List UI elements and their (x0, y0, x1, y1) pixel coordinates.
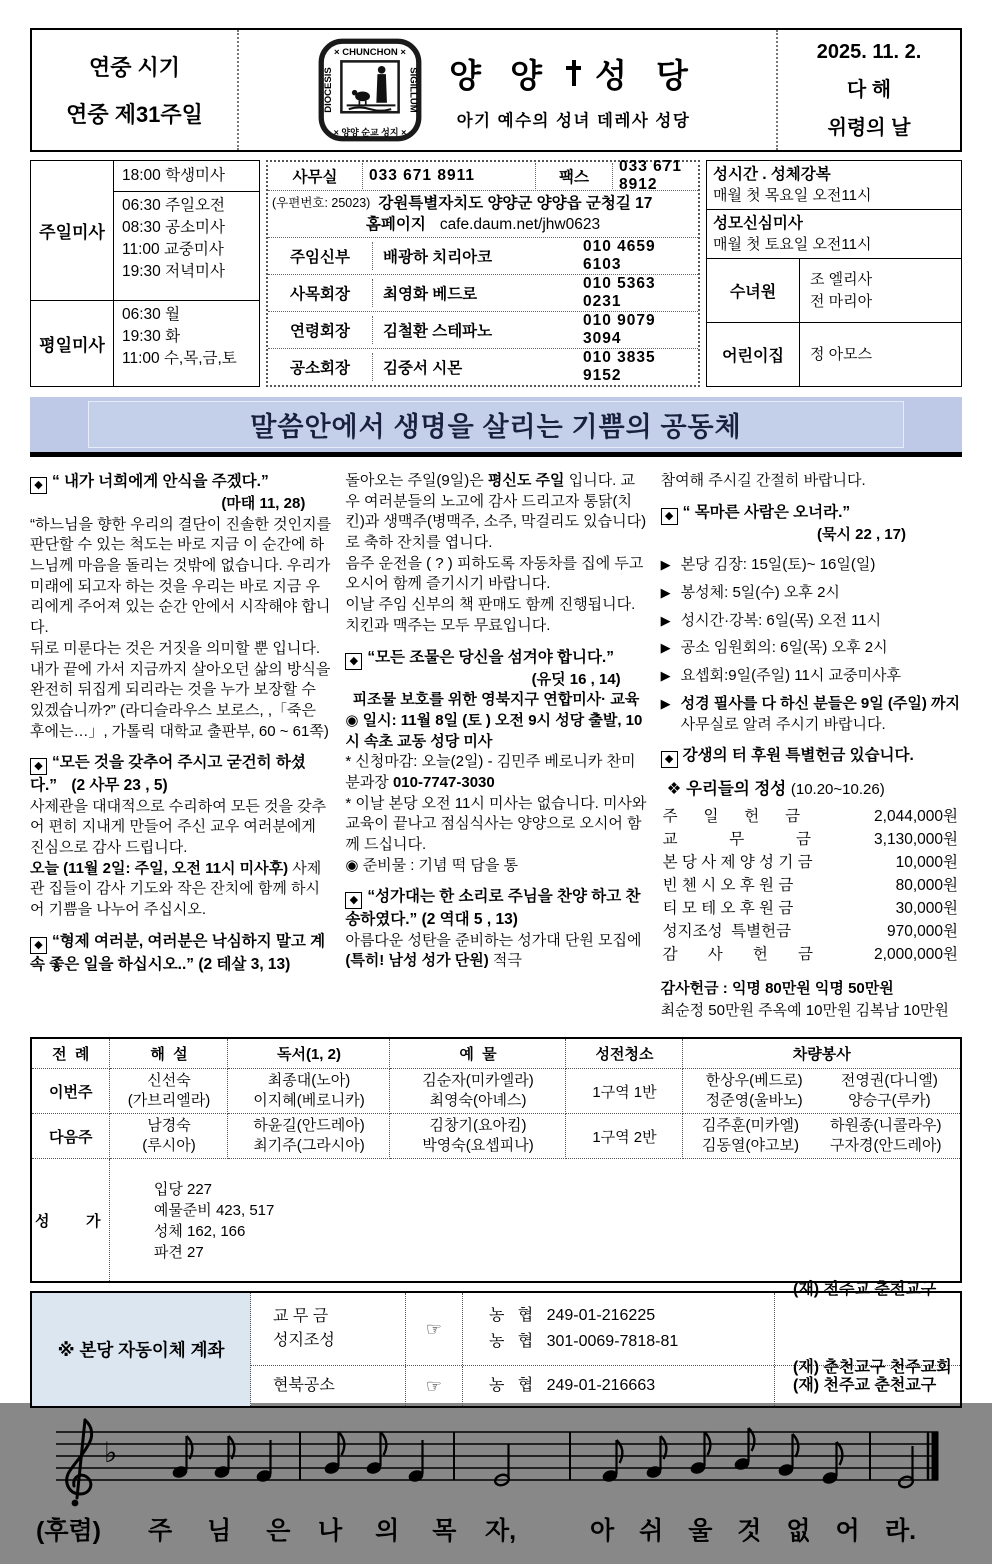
holy-hour-row (707, 161, 961, 210)
title-left: 양 양 (449, 56, 552, 94)
mass-time: 11:00 교중미사 (122, 241, 224, 258)
logo-text-top: × CHUNCHON × (334, 47, 407, 59)
mass-time: 06:30 주일오전 (122, 197, 225, 214)
section-rest-quote (30, 471, 331, 742)
offerings-title: ❖ 우리들의 정성 (666, 780, 787, 799)
convent-row (707, 259, 961, 323)
holy-hour-title: 성시간 . 성체강복 (713, 166, 831, 183)
list-item: ▶ 공소 임원회의: 6일(목) 오후 2시 (661, 638, 962, 659)
bulletin-date: 2025. 11. 2. (816, 40, 922, 63)
announcement-list (661, 555, 962, 735)
weekday-mass-times (114, 301, 259, 387)
section-choir-recruit: ◆“성가대는 한 소리로 주님을 찬양 하고 찬송하였다.” (2 역대 5 , 13) 아름다운 성탄을 준비하는 성가대 단원 모집에 (특히! 남성 성가 단원) 적극 (345, 886, 646, 972)
pointing-hand-icon (406, 1293, 463, 1365)
marian-mass-title: 성모신심미사 (713, 215, 803, 232)
hymn-entry: 예물준비 423, 517 (153, 1202, 275, 1219)
person-row (268, 275, 698, 312)
thanks-offering: 감사헌금 : 익명 80만원 익명 50만원 최순정 50만원 주옥예 10만원 김복남 10만원 (660, 979, 949, 1019)
logo-text-bottom: × 양양 순교 성지 × (333, 127, 407, 138)
church-subtitle: 아기 예수의 성녀 데레사 성당 (456, 111, 691, 130)
col-readings: 독서(1, 2) (228, 1038, 390, 1069)
person-phone: 010 5363 0231 (583, 275, 656, 310)
church-title (449, 50, 698, 97)
lyric-refrain-label: (후렴) (36, 1517, 101, 1545)
section-creation-mass: ◆“모든 조물은 당신을 섬겨야 합니다.” (유딧 16 , 14) 피조물 보호를 위한 영북지구 연합미사· 교육 ◉ 일시: 11월 8일 (토 ) 오전 9시 성당 출발, 10시 속초 교동 성당 미사 * 신청마감: 오늘(2일) - 김민주 베로니카 찬미분과장 010-7747-3030 * 이날 본당 오전 11시 미사는 없습니다. 미사와 교육이 끝나고 점심식사는 양양으로 오시어 함께 드십니다. ◉ 준비물 : 기념 떡 담을 통 (345, 647, 646, 877)
triangle-bullet-icon (661, 694, 681, 735)
mass-time: 19:30 화 (122, 327, 181, 345)
paragraph: “하느님을 향한 우리의 결단이 진솔한 것인지를 판단할 수 있는 척도는 바로 지금 이 순간에 하느님께 마음을 돌리는 것밖에 없습니다. 우리가 미래에 되고자 하는 것을 우리는 바로 지금 우리에게 주어져 있는 순간 안에서 시작해야 합니다. (30, 515, 332, 637)
quote-text: “ 목마른 사람은 오너라.” (682, 503, 851, 521)
diamond-bullet-icon (661, 508, 678, 525)
quote-ref: (2 역대 5 , 13) (421, 911, 518, 929)
offering-row: 감 사 헌 금 2,000,000원 (662, 945, 958, 963)
quote-ref: (마태 11, 28) (221, 495, 306, 512)
music-staff (30, 1414, 962, 1509)
diamond-bullet-icon (345, 892, 362, 909)
season-line1: 연중 시기 (88, 55, 181, 80)
lyric: 아 쉬 울 것 없 어 (590, 1517, 869, 1545)
contact-table (266, 160, 700, 387)
year-cycle: 다 해 (846, 78, 892, 101)
fax-label: 팩스 (535, 163, 613, 189)
header-center (239, 30, 776, 150)
bank-table-label: ※ 본당 자동이체 계좌 (32, 1293, 251, 1406)
emphasis: 오늘 (11월 2일: 주일, 오전 11시 미사후) (30, 859, 289, 877)
date-block (776, 30, 960, 150)
mass-time: 08:30 공소미사 (122, 219, 225, 236)
shepherd-and-sheep-figure (347, 66, 396, 111)
address: 강원특별자치도 양양군 양양읍 군청길 17 (378, 195, 653, 212)
person-name: 김중서 시몬 (383, 360, 463, 377)
event-title: 피조물 보호를 위한 영북지구 연합미사· 교육 (352, 691, 640, 709)
hymn-entry: 파견 27 (153, 1244, 204, 1261)
feast-day: 위령의 날 (827, 116, 911, 139)
bank-row: 현북공소 ☞ 농 협 249-01-216663 (재) 천주교 춘천교구 (251, 1366, 960, 1406)
logo-text-right: SIGILLUM (407, 67, 419, 113)
lyric: 자, (485, 1517, 517, 1545)
person-role: 사목회장 (268, 279, 373, 307)
church-title-block (449, 50, 698, 131)
offering-row: 티 모 테 오 후 원 금 30,000원 (662, 899, 958, 917)
convent-sister: 조 엘리사 (810, 270, 873, 288)
diamond-bullet-icon (30, 758, 47, 775)
mass-schedule-table (30, 160, 260, 387)
section-lay-sunday: 돌아오는 주일(9일)은 평신도 주일 입니다. 교우 여러분들의 노고에 감사 드리고자 통닭(치킨)과 생맥주(병맥주, 소주, 막걸리도 있습니다)로 축하 잔치를 엽니다. 음주 운전을 ( ? ) 피하도록 자동차를 집에 두고 오시어 함께 즐기시기 바랍니다. 이날 주임 신부의 책 판매도 함께 진행됩니다. 치킨과 맥주는 모두 무료입니다. (345, 471, 646, 637)
diamond-bullet-icon (30, 937, 47, 954)
convent-label: 수녀원 (707, 259, 800, 322)
logo-text-left: DIOCESIS (322, 67, 334, 113)
paragraph: * 이날 본당 오전 11시 미사는 없습니다. 미사와 교육이 끝나고 점심식사는 양양으로 오시어 함께 드십니다. (345, 794, 647, 853)
triangle-bullet-icon (661, 583, 681, 604)
hymn-refrain-staff (30, 1414, 962, 1564)
account-number: 농 협 249-01-216225 (489, 1307, 656, 1324)
sunday-mass-times (114, 192, 259, 300)
quote-ref: (묵시 22 , 17) (816, 525, 906, 543)
quote-text: “ 내가 너희에게 안식을 주겠다.” (52, 473, 269, 490)
mass-time: 19:30 저녁미사 (122, 263, 225, 280)
person-role: 연령회장 (268, 316, 373, 344)
quote-text: “모든 것을 갖추어 주시고 굳건히 하셨다.” (30, 754, 306, 795)
table-row: 이번주 신선숙 (가브리엘라) 최종대(노아) 이지혜(베로니카) 김순자(미카엘라) 최영숙(아녜스) 1구역 1반 한상우(베드로) 정준영(울바노) 전영권(다니엘) 양승구(루카) (31, 1069, 961, 1114)
holy-hour-time: 매월 첫 목요일 오전11시 (713, 187, 872, 204)
bank-accounts-table (30, 1281, 962, 1408)
season-line2: 연중 제31주일 (66, 102, 203, 127)
triangle-bullet-icon (661, 611, 681, 632)
weekday-mass-label: 평일미사 (31, 301, 114, 387)
body-columns (30, 471, 962, 1031)
account-number: 농 협 249-01-216663 (489, 1377, 656, 1394)
services-table (706, 160, 962, 387)
col-gifts: 예 물 (390, 1038, 566, 1069)
quote-ref: (2 사무 23 , 5) (71, 777, 168, 795)
person-row (268, 238, 698, 275)
quote-text: “모든 조물은 당신을 섬겨야 합니다.” (367, 648, 614, 666)
flat-sign: ♭ (104, 1437, 118, 1468)
account-holder: (재) 춘천교구 천주교회 (793, 1359, 952, 1376)
col-liturgy: 전 례 (31, 1038, 110, 1069)
triangle-bullet-icon (661, 638, 681, 659)
weekday-mass-section (31, 301, 259, 387)
paragraph: 뒤로 미룬다는 것은 거짓을 의미할 뿐 입니다. 내가 끝에 가서 지금까지 살아오던 삶의 방식을 완전히 뒤집게 되리라는 것을 누가 보장할 수 있겠습니까?” (라디슬라우스 보로스, ,「죽은 후에는…」, 가톨릭 대학교 출판부, 60 ~ 61쪽) (30, 639, 331, 740)
person-name: 김철환 스테파노 (383, 323, 493, 340)
offering-row: 교 무 금 3,130,000원 (662, 830, 958, 848)
sunday-mass-label: 주일미사 (31, 161, 114, 300)
diamond-bullet-icon (345, 653, 362, 670)
triangle-bullet-icon (661, 666, 681, 687)
hymn-entry: 입당 227 (153, 1181, 213, 1198)
address-row (268, 191, 698, 238)
offering-row: 빈 첸 시 오 후 원 금 80,000원 (662, 876, 958, 894)
table-row: 다음주 남경숙 (루시아) 하윤길(안드레아) 최기주(그라시아) 김창기(요아킴) 박영숙(요셉피나) 1구역 2반 김주훈(미카엘) 김동열(야고보) 하원종(니콜라우) 구자경(안드레아) (31, 1114, 961, 1159)
homepage-url: cafe.daum.net/jhw0623 (439, 216, 601, 233)
col-cleaning: 성전청소 (566, 1038, 683, 1069)
daycare-person: 정 아모스 (810, 345, 873, 363)
diocese-seal-logo (317, 37, 423, 143)
person-phone: 010 4659 6103 (583, 238, 656, 273)
account-holder: (재) 천주교 춘천교구 (793, 1377, 937, 1394)
liturgical-season (32, 30, 239, 150)
info-row (30, 160, 962, 387)
quote-ref: (2 테살 3, 13) (198, 955, 291, 973)
marian-mass-row (707, 210, 961, 259)
section-thirsty-quote (661, 502, 962, 546)
sunday-mass-section (31, 161, 259, 301)
motto-text: 말씀안에서 생명을 살리는 기쁨의 공동체 (88, 401, 904, 448)
event-datetime: ◉ 일시: 11월 8일 (토 ) 오전 9시 성당 출발, 10시 속초 교동 성당 미사 (345, 711, 643, 750)
header (30, 28, 962, 152)
person-role: 공소회장 (268, 353, 373, 381)
list-item: ▶ 봉성체: 5일(수) 오후 2시 (661, 583, 962, 604)
offering-row: 본 당 사 제 양 성 기 금 10,000원 (662, 853, 958, 871)
person-row (268, 349, 698, 385)
hymns-row: 성 가 입당 227 예물준비 423, 517 성체 162, 166 파견 27 (31, 1159, 961, 1283)
column-middle (345, 471, 646, 1031)
special-offering-head: ◆강생의 터 후원 특별헌금 있습니다. (661, 745, 962, 768)
office-label: 사무실 (268, 163, 363, 189)
cross-icon (566, 60, 581, 86)
section-rectory-thanks (30, 752, 331, 921)
continuation-text: 참여해 주시길 간절히 바랍니다. (660, 472, 866, 489)
emphasis: (특히! 남성 성가 단원) (345, 952, 489, 970)
paragraph: 사제관을 대대적으로 수리하여 모든 것을 갖추어 편히 지내게 만들어 주신 교우 여러분에게 진심으로 감사 드립니다. (30, 797, 327, 856)
offerings-period: (10.20~10.26) (790, 781, 885, 799)
person-phone: 010 3835 9152 (583, 349, 656, 384)
person-name: 배광하 치리아코 (383, 249, 493, 266)
offerings-section (661, 778, 962, 966)
office-phone: 033 671 8911 (369, 167, 475, 184)
account-number: 농 협 301-0069-7818-81 (489, 1333, 679, 1350)
list-item: ▶ 본당 김장: 15일(토)~ 16일(일) (661, 555, 962, 576)
mass-time: 06:30 월 (122, 305, 181, 323)
lyric: 라. (885, 1517, 917, 1545)
homepage-label: 홈페이지 (365, 216, 426, 233)
title-right: 성 당 (595, 56, 698, 94)
pointing-hand-icon (406, 1366, 463, 1406)
paragraph: 사제관 집들이 감사 기도와 작은 잔치에 함께 하시어 기쁨을 나누어 주십시오. (30, 859, 322, 919)
bank-row: 교 무 금 성지조성 ☞ 농 협 249-01-216225 농 협 301-0069-7818-81 (재) 천주교 춘천교구 (재) 춘천교구 천주교회 (251, 1293, 960, 1366)
diamond-bullet-icon (30, 477, 47, 494)
paragraph: 이날 주임 신부의 책 판매도 함께 진행됩니다. 치킨과 맥주는 모두 무료입니다. (345, 596, 636, 634)
list-item: ▶ 성경 필사를 다 하신 분들은 9일 (주일) 까지 사무실로 알려 주시기 바랍니다. (661, 694, 962, 735)
column-left (30, 471, 331, 1031)
column-right (661, 471, 962, 1031)
person-role: 주임신부 (268, 242, 373, 270)
postal-code: (우편번호: 25023) (272, 196, 371, 210)
emphasis: 평신도 주일 (487, 472, 565, 489)
convent-sister: 전 마리아 (810, 292, 873, 310)
paragraph: 음주 운전을 ( ? ) 피하도록 자동차를 집에 두고 오시어 함께 즐기시기 바랍니다. (345, 554, 644, 593)
mass-time: 11:00 수,목,금,토 (122, 349, 237, 367)
fax-phone: 033 671 8912 (619, 158, 683, 193)
phone-number: 010-7747-3030 (392, 773, 495, 791)
paragraph: ◉ 준비물 : 기념 떡 담을 통 (345, 856, 518, 874)
sunday-mass-first: 18:00 학생미사 (114, 161, 259, 192)
office-row (268, 158, 698, 193)
quote-text: “성가대는 한 소리로 주님을 찬양 하고 찬송하였다.” (345, 888, 641, 929)
table-header-row (31, 1038, 961, 1069)
section-brothers-quote (30, 931, 331, 975)
lyric: 나 의 목 (318, 1517, 470, 1545)
marian-mass-time: 매월 첫 토요일 오전11시 (713, 236, 872, 253)
triangle-bullet-icon (661, 555, 681, 576)
hymn-entry: 성체 162, 166 (153, 1223, 246, 1240)
person-row (268, 312, 698, 349)
offering-row: 성지조성 특별헌금 970,000원 (662, 922, 958, 940)
account-holder: (재) 천주교 춘천교구 (793, 1281, 937, 1298)
col-driving: 차량봉사 (683, 1038, 961, 1069)
person-phone: 010 9079 3094 (583, 312, 656, 347)
lyric: 주 님 은 (148, 1517, 305, 1545)
person-name: 최영화 베드로 (383, 286, 478, 303)
offering-row: 주 일 헌 금 2,044,000원 (662, 807, 958, 825)
list-item: ▶ 요셉회:9일(주일) 11시 교중미사후 (661, 666, 962, 687)
daycare-label: 어린이집 (707, 323, 800, 386)
daycare-row (707, 323, 961, 386)
motto-banner (30, 397, 962, 457)
quote-text: “형제 여러분, 여러분은 낙심하지 말고 계속 좋은 일을 하십시오..” (30, 932, 326, 973)
diamond-bullet-icon (661, 751, 678, 768)
col-commentary: 해 설 (110, 1038, 228, 1069)
list-item: ▶ 성시간·강복: 6일(목) 오전 11시 (661, 611, 962, 632)
quote-ref: (유딧 16 , 14) (531, 670, 621, 688)
